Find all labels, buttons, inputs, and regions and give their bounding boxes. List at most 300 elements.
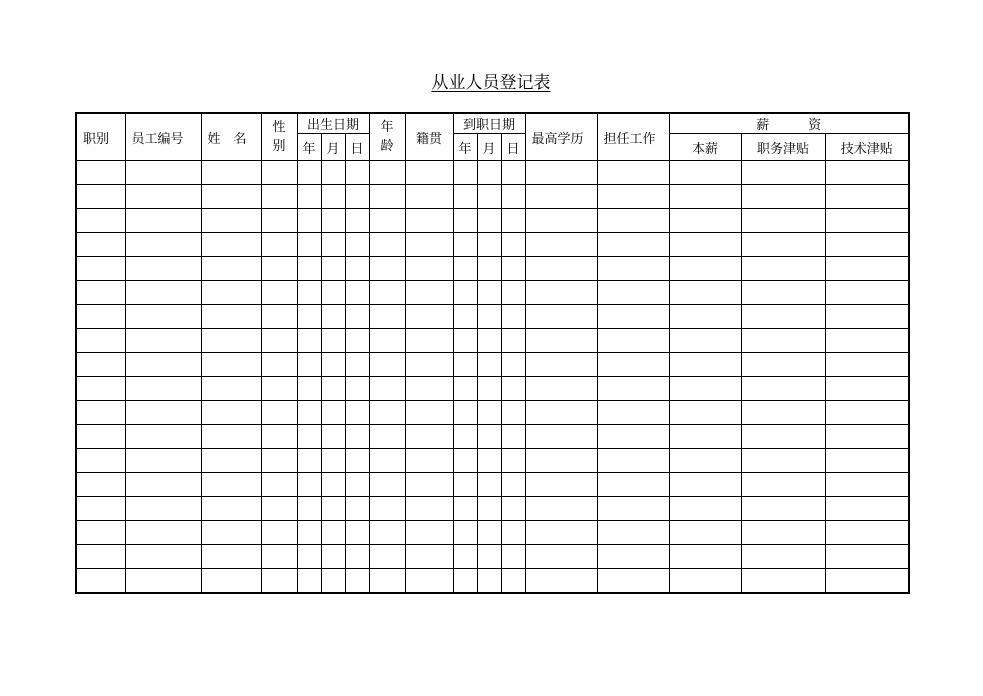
table-cell	[76, 281, 125, 305]
table-cell	[345, 353, 369, 377]
table-cell	[597, 545, 669, 569]
table-cell	[261, 353, 297, 377]
table-cell	[669, 329, 741, 353]
table-cell	[453, 569, 477, 594]
table-cell	[741, 473, 825, 497]
table-cell	[741, 377, 825, 401]
header-hire-date: 到职日期	[453, 113, 525, 134]
table-cell	[741, 233, 825, 257]
table-cell	[669, 209, 741, 233]
table-cell	[525, 209, 597, 233]
table-cell	[669, 257, 741, 281]
table-cell	[201, 497, 261, 521]
table-cell	[125, 545, 201, 569]
table-cell	[297, 161, 321, 185]
table-cell	[453, 545, 477, 569]
table-cell	[741, 281, 825, 305]
table-cell	[261, 161, 297, 185]
table-cell	[125, 281, 201, 305]
table-row	[76, 545, 909, 569]
table-cell	[825, 281, 909, 305]
table-cell	[125, 497, 201, 521]
table-cell	[669, 569, 741, 594]
table-cell	[453, 377, 477, 401]
table-cell	[741, 305, 825, 329]
table-cell	[76, 353, 125, 377]
table-row	[76, 161, 909, 185]
table-cell	[501, 425, 525, 449]
table-cell	[741, 209, 825, 233]
table-cell	[76, 161, 125, 185]
table-cell	[525, 521, 597, 545]
table-cell	[741, 185, 825, 209]
table-cell	[825, 329, 909, 353]
table-cell	[525, 545, 597, 569]
table-cell	[261, 377, 297, 401]
employee-registration-table	[75, 112, 910, 594]
table-cell	[597, 425, 669, 449]
table-cell	[501, 257, 525, 281]
table-cell	[501, 185, 525, 209]
table-cell	[321, 281, 345, 305]
table-cell	[76, 545, 125, 569]
table-cell	[405, 281, 453, 305]
table-cell	[261, 185, 297, 209]
table-cell	[261, 425, 297, 449]
table-cell	[345, 497, 369, 521]
table-cell	[669, 473, 741, 497]
table-cell	[297, 497, 321, 521]
table-cell	[825, 209, 909, 233]
table-cell	[825, 353, 909, 377]
table-cell	[261, 497, 297, 521]
table-cell	[825, 401, 909, 425]
table-cell	[741, 401, 825, 425]
table-row	[76, 185, 909, 209]
table-cell	[201, 425, 261, 449]
table-cell	[477, 209, 501, 233]
table-cell	[525, 257, 597, 281]
table-cell	[345, 281, 369, 305]
table-cell	[405, 257, 453, 281]
table-cell	[597, 209, 669, 233]
table-cell	[525, 353, 597, 377]
table-cell	[525, 497, 597, 521]
table-cell	[201, 161, 261, 185]
table-cell	[597, 233, 669, 257]
table-cell	[669, 497, 741, 521]
table-cell	[453, 401, 477, 425]
table-cell	[321, 569, 345, 594]
table-cell	[125, 401, 201, 425]
header-age-line2: 龄	[380, 139, 394, 154]
table-cell	[405, 401, 453, 425]
table-cell	[345, 473, 369, 497]
table-cell	[297, 185, 321, 209]
table-cell	[76, 257, 125, 281]
table-cell	[825, 161, 909, 185]
table-row	[76, 521, 909, 545]
table-cell	[525, 161, 597, 185]
table-cell	[201, 449, 261, 473]
table-cell	[405, 545, 453, 569]
table-cell	[125, 353, 201, 377]
table-cell	[405, 233, 453, 257]
table-cell	[501, 545, 525, 569]
title-text: 从业人员登记表	[431, 73, 551, 93]
table-cell	[405, 353, 453, 377]
table-cell	[261, 329, 297, 353]
table-cell	[201, 185, 261, 209]
table-cell	[297, 425, 321, 449]
table-cell	[669, 545, 741, 569]
table-cell	[369, 401, 405, 425]
table-cell	[345, 257, 369, 281]
table-cell	[201, 353, 261, 377]
table-cell	[405, 497, 453, 521]
table-cell	[825, 569, 909, 594]
table-cell	[76, 497, 125, 521]
table-cell	[669, 377, 741, 401]
table-cell	[297, 329, 321, 353]
table-cell	[125, 233, 201, 257]
table-cell	[501, 161, 525, 185]
table-cell	[76, 521, 125, 545]
table-row	[76, 305, 909, 329]
table-cell	[477, 545, 501, 569]
table-cell	[345, 329, 369, 353]
table-cell	[201, 305, 261, 329]
table-cell	[741, 353, 825, 377]
table-cell	[345, 161, 369, 185]
table-cell	[76, 569, 125, 594]
table-cell	[201, 521, 261, 545]
table-cell	[825, 425, 909, 449]
table-cell	[321, 209, 345, 233]
header-gender	[261, 113, 297, 161]
table-cell	[125, 569, 201, 594]
table-cell	[321, 497, 345, 521]
header-base-salary: 本薪	[669, 134, 741, 161]
table-cell	[669, 185, 741, 209]
table-cell	[297, 209, 321, 233]
table-cell	[321, 305, 345, 329]
table-cell	[125, 257, 201, 281]
table-cell	[321, 401, 345, 425]
table-cell	[453, 257, 477, 281]
table-cell	[321, 521, 345, 545]
table-cell	[405, 521, 453, 545]
table-cell	[501, 521, 525, 545]
table-cell	[477, 233, 501, 257]
table-cell	[76, 329, 125, 353]
table-cell	[453, 305, 477, 329]
table-cell	[125, 521, 201, 545]
table-cell	[669, 521, 741, 545]
table-cell	[669, 161, 741, 185]
table-cell	[597, 305, 669, 329]
table-cell	[501, 281, 525, 305]
table-row	[76, 473, 909, 497]
table-cell	[405, 185, 453, 209]
table-cell	[201, 377, 261, 401]
table-cell	[501, 305, 525, 329]
table-cell	[76, 305, 125, 329]
table-cell	[321, 161, 345, 185]
table-cell	[369, 425, 405, 449]
table-cell	[825, 257, 909, 281]
table-cell	[125, 329, 201, 353]
table-cell	[321, 449, 345, 473]
table-cell	[405, 305, 453, 329]
table-cell	[597, 353, 669, 377]
table-cell	[597, 329, 669, 353]
table-cell	[453, 521, 477, 545]
table-cell	[297, 401, 321, 425]
table-cell	[477, 377, 501, 401]
table-row	[76, 401, 909, 425]
table-row	[76, 449, 909, 473]
table-cell	[125, 449, 201, 473]
table-cell	[501, 353, 525, 377]
table-cell	[201, 257, 261, 281]
table-cell	[453, 209, 477, 233]
table-row	[76, 353, 909, 377]
table-cell	[297, 233, 321, 257]
header-row-1	[76, 113, 909, 134]
table-cell	[453, 281, 477, 305]
header-technical-allowance: 技术津贴	[825, 134, 909, 161]
header-hire-year: 年	[453, 134, 477, 161]
table-cell	[405, 377, 453, 401]
table-cell	[741, 425, 825, 449]
table-cell	[345, 305, 369, 329]
header-birth-date: 出生日期	[297, 113, 369, 134]
table-cell	[825, 449, 909, 473]
table-cell	[501, 473, 525, 497]
table-cell	[125, 161, 201, 185]
table-cell	[477, 281, 501, 305]
table-cell	[477, 569, 501, 594]
table-cell	[825, 521, 909, 545]
header-salary: 薪 资	[669, 113, 909, 134]
table-cell	[477, 161, 501, 185]
header-birth-day: 日	[345, 134, 369, 161]
table-cell	[201, 281, 261, 305]
table-cell	[477, 329, 501, 353]
table-cell	[297, 545, 321, 569]
table-cell	[321, 425, 345, 449]
table-cell	[297, 377, 321, 401]
table-cell	[369, 281, 405, 305]
table-cell	[369, 545, 405, 569]
table-cell	[741, 161, 825, 185]
table-cell	[261, 521, 297, 545]
table-row	[76, 425, 909, 449]
table-cell	[321, 257, 345, 281]
table-row	[76, 233, 909, 257]
table-cell	[345, 377, 369, 401]
table-cell	[369, 185, 405, 209]
table-cell	[597, 377, 669, 401]
table-cell	[825, 473, 909, 497]
table-cell	[321, 185, 345, 209]
table-cell	[477, 353, 501, 377]
table-cell	[405, 209, 453, 233]
table-cell	[261, 449, 297, 473]
table-cell	[525, 281, 597, 305]
table-cell	[525, 473, 597, 497]
table-cell	[477, 473, 501, 497]
table-cell	[741, 569, 825, 594]
table-cell	[405, 161, 453, 185]
table-cell	[477, 305, 501, 329]
header-employee-id: 员工编号	[125, 113, 201, 161]
header-position: 职别	[76, 113, 125, 161]
table-cell	[597, 473, 669, 497]
table-row	[76, 257, 909, 281]
table-cell	[321, 353, 345, 377]
table-cell	[345, 209, 369, 233]
table-cell	[369, 497, 405, 521]
table-cell	[525, 233, 597, 257]
table-cell	[825, 185, 909, 209]
page-title	[0, 72, 983, 94]
table-cell	[201, 569, 261, 594]
table-cell	[405, 425, 453, 449]
table-cell	[201, 233, 261, 257]
table-cell	[76, 377, 125, 401]
table-cell	[405, 329, 453, 353]
table-row	[76, 281, 909, 305]
table-cell	[597, 257, 669, 281]
table-cell	[76, 185, 125, 209]
table-cell	[597, 521, 669, 545]
table-cell	[453, 161, 477, 185]
table-cell	[501, 209, 525, 233]
table-cell	[477, 257, 501, 281]
table-cell	[669, 401, 741, 425]
table-cell	[345, 521, 369, 545]
table-cell	[597, 449, 669, 473]
table-cell	[297, 569, 321, 594]
table-cell	[453, 425, 477, 449]
table-cell	[261, 233, 297, 257]
table-cell	[369, 305, 405, 329]
table-cell	[597, 185, 669, 209]
table-cell	[405, 569, 453, 594]
header-gender-line2: 别	[272, 139, 286, 154]
table-cell	[453, 473, 477, 497]
header-job-title: 担任工作	[597, 113, 669, 161]
header-gender-line1: 性	[272, 120, 286, 135]
table-cell	[321, 473, 345, 497]
table-cell	[477, 497, 501, 521]
table-cell	[825, 545, 909, 569]
table-cell	[321, 233, 345, 257]
table-cell	[525, 569, 597, 594]
table-cell	[597, 497, 669, 521]
table-cell	[201, 329, 261, 353]
header-birth-month: 月	[321, 134, 345, 161]
table-cell	[669, 233, 741, 257]
table-cell	[369, 353, 405, 377]
table-cell	[453, 185, 477, 209]
table-cell	[369, 521, 405, 545]
table-cell	[501, 233, 525, 257]
table-cell	[369, 473, 405, 497]
table-cell	[669, 281, 741, 305]
table-row	[76, 209, 909, 233]
table-cell	[297, 473, 321, 497]
table-cell	[261, 305, 297, 329]
header-age	[369, 113, 405, 161]
table-cell	[369, 377, 405, 401]
table-cell	[405, 473, 453, 497]
table-cell	[261, 281, 297, 305]
table-cell	[741, 497, 825, 521]
table-cell	[125, 185, 201, 209]
header-name: 姓 名	[201, 113, 261, 161]
table-cell	[201, 545, 261, 569]
table-cell	[369, 569, 405, 594]
table-cell	[597, 401, 669, 425]
table-cell	[369, 449, 405, 473]
table-cell	[369, 209, 405, 233]
table-cell	[501, 377, 525, 401]
table-cell	[825, 377, 909, 401]
table-cell	[525, 449, 597, 473]
table-cell	[453, 329, 477, 353]
table-cell	[297, 305, 321, 329]
table-cell	[321, 377, 345, 401]
table-cell	[477, 185, 501, 209]
table-cell	[261, 569, 297, 594]
table-cell	[369, 233, 405, 257]
table-cell	[345, 545, 369, 569]
table-cell	[321, 329, 345, 353]
table-cell	[201, 473, 261, 497]
table-cell	[76, 425, 125, 449]
table-cell	[669, 353, 741, 377]
table-cell	[345, 569, 369, 594]
table-row	[76, 377, 909, 401]
table-cell	[125, 305, 201, 329]
table-cell	[501, 569, 525, 594]
table-cell	[825, 233, 909, 257]
table-body	[76, 161, 909, 594]
table-cell	[501, 401, 525, 425]
table-cell	[345, 449, 369, 473]
table-cell	[261, 209, 297, 233]
table-cell	[297, 353, 321, 377]
table-cell	[453, 497, 477, 521]
table-cell	[125, 209, 201, 233]
table-cell	[76, 473, 125, 497]
table-cell	[76, 401, 125, 425]
table-cell	[477, 521, 501, 545]
table-cell	[669, 305, 741, 329]
table-cell	[261, 401, 297, 425]
header-age-line1: 年	[380, 120, 394, 135]
table-cell	[477, 425, 501, 449]
table-cell	[405, 449, 453, 473]
table-cell	[345, 425, 369, 449]
table-cell	[297, 257, 321, 281]
table-cell	[369, 329, 405, 353]
table-cell	[825, 497, 909, 521]
table-cell	[345, 185, 369, 209]
